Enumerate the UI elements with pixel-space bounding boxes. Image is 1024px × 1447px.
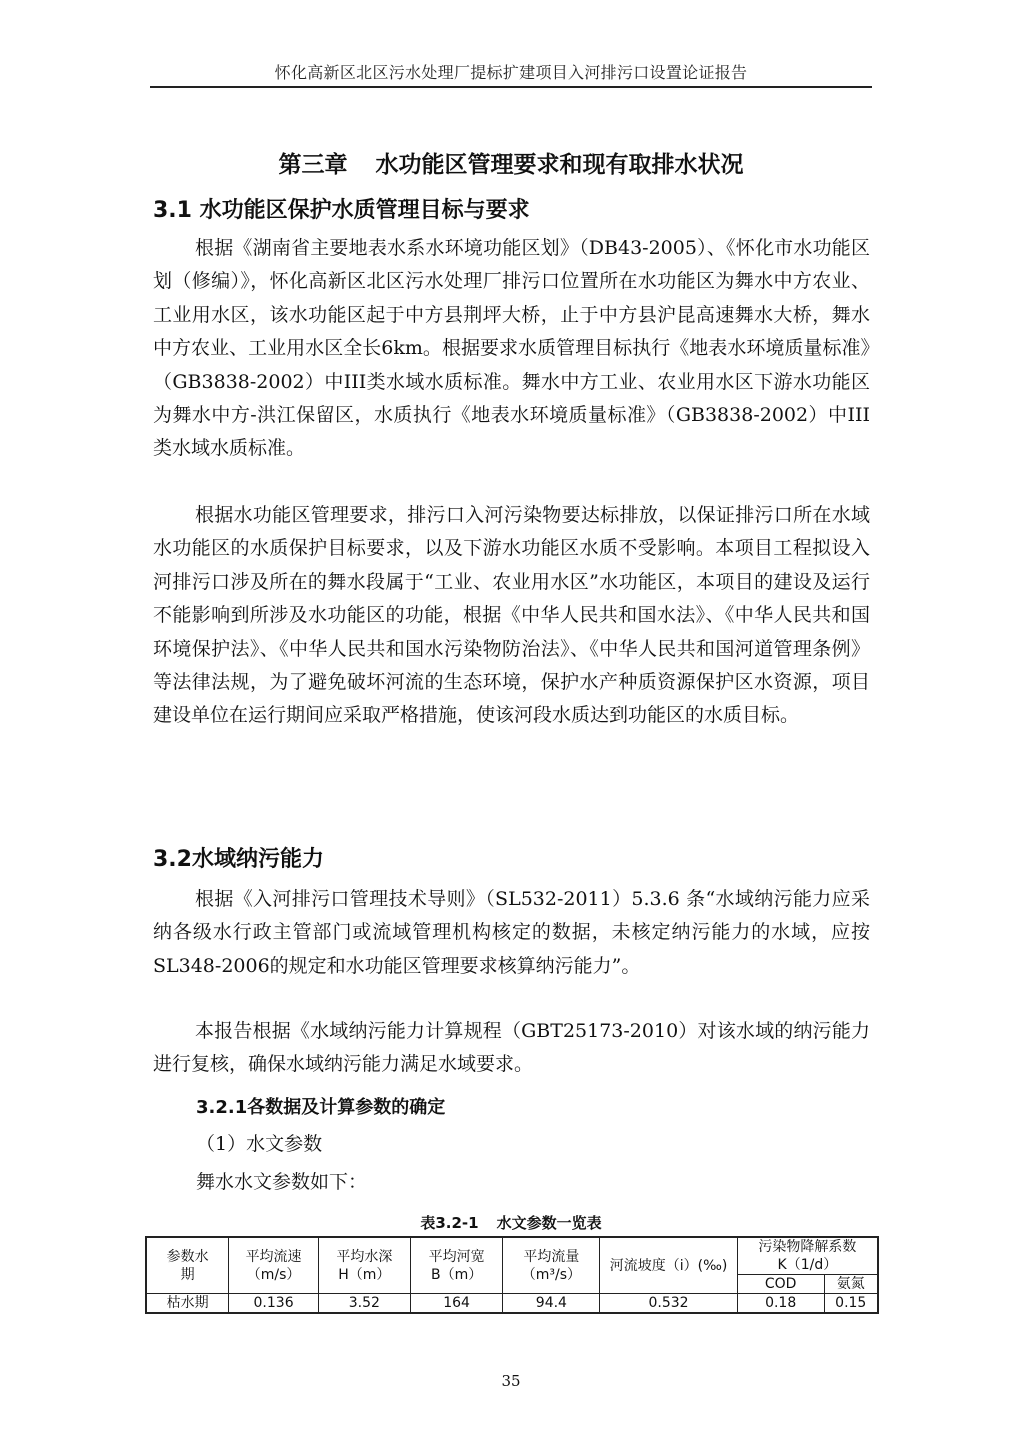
cell-period: 枯水期 [146, 1294, 229, 1314]
header-depth: 平均水深 H（m） [318, 1237, 410, 1294]
section-3-2-heading: 3.2水域纳污能力 [153, 847, 324, 872]
cell-cod: 0.18 [737, 1294, 824, 1314]
section-3-2-paragraph-1: 根据《入河排污口管理技术导则》（SL532-2011）5.3.6 条“水域纳污能力应采纳各级水行政主管部门或流域管理机构核定的数据，未核定纳污能力的水域，应按SL348-2006的规定和水功能区管理要求核算纳污能力”。 [153, 888, 870, 977]
cell-nh3n: 0.15 [824, 1294, 878, 1314]
table-intro-text: 舞水水文参数如下： [196, 1171, 368, 1193]
cell-width: 164 [410, 1294, 503, 1314]
header-cod: COD [737, 1275, 824, 1294]
page-number: 35 [501, 1372, 521, 1390]
subsection-3-2-1-heading: 3.2.1各数据及计算参数的确定 [196, 1097, 446, 1118]
section-3-1-paragraph-1: 根据《湖南省主要地表水系水环境功能区划》（DB43-2005）、《怀化市水功能区划（修编）》，怀化高新区北区污水处理厂排污口位置所在水功能区为舞水中方农业、工业用水区，该水功能区起于中方县荆坪大桥，止于中方县沪昆高速舞水大桥，舞水中方农业、工业用水区全长6km。根据要求水质管理目标执行《地表水环境质量标准》（GB3838-2002）中III类水域水质标准。舞水中方工业、农业用水区下游水功能区为舞水中方-洪江保留区，水质执行《地表水环境质量标准》（GB3838-2002）中III类水域水质标准。 [153, 237, 870, 460]
chapter-number: 第三章 [278, 152, 348, 178]
section-3-1-heading: 3.1 水功能区保护水质管理目标与要求 [153, 198, 530, 223]
list-item-hydrology: （1）水文参数 [196, 1133, 323, 1155]
chapter-name: 水功能区管理要求和现有取排水状况 [375, 152, 744, 178]
section-3-2-paragraph-2: 本报告根据《水域纳污能力计算规程（GBT25173-2010）对该水域的纳污能力进行复核，确保水域纳污能力满足水域要求。 [153, 1020, 870, 1076]
header-rule [150, 86, 872, 88]
header-width: 平均河宽 B（m） [410, 1237, 503, 1294]
running-header: 怀化高新区北区污水处理厂提标扩建项目入河排污口设置论证报告 [274, 63, 748, 82]
header-decay-coefficient: 污染物降解系数 K（1/d） [737, 1237, 878, 1275]
table-caption-number: 表3.2-1 [420, 1214, 479, 1232]
header-nh3n: 氨氮 [824, 1275, 878, 1294]
table-caption [150, 1212, 872, 1233]
hydrology-table [145, 1236, 879, 1314]
table-caption-title: 水文参数一览表 [496, 1214, 602, 1232]
header-slope: 河流坡度（i）(‰) [600, 1237, 738, 1294]
table-header-row [146, 1237, 878, 1275]
cell-flow: 94.4 [503, 1294, 600, 1314]
section-3-1-paragraph-2: 根据水功能区管理要求，排污口入河污染物要达标排放，以保证排污口所在水域水功能区的水质保护目标要求，以及下游水功能区水质不受影响。本项目工程拟设入河排污口涉及所在的舞水段属于“工业、农业用水区”水功能区，本项目的建设及运行不能影响到所涉及水功能区的功能，根据《中华人民共和国水法》、《中华人民共和国环境保护法》、《中华人民共和国水污染物防治法》、《中华人民共和国河道管理条例》等法律法规，为了避免破坏河流的生态环境，保护水产种质资源保护区水资源，项目建设单位在运行期间应采取严格措施，使该河段水质达到功能区的水质目标。 [153, 504, 870, 727]
cell-slope: 0.532 [600, 1294, 738, 1314]
cell-velocity: 0.136 [229, 1294, 319, 1314]
chapter-title [150, 146, 872, 179]
header-period: 参数水 期 [146, 1237, 229, 1294]
cell-depth: 3.52 [318, 1294, 410, 1314]
header-velocity: 平均流速 （m/s） [229, 1237, 319, 1294]
header-flow: 平均流量 （m³/s） [503, 1237, 600, 1294]
table-row [146, 1294, 878, 1314]
